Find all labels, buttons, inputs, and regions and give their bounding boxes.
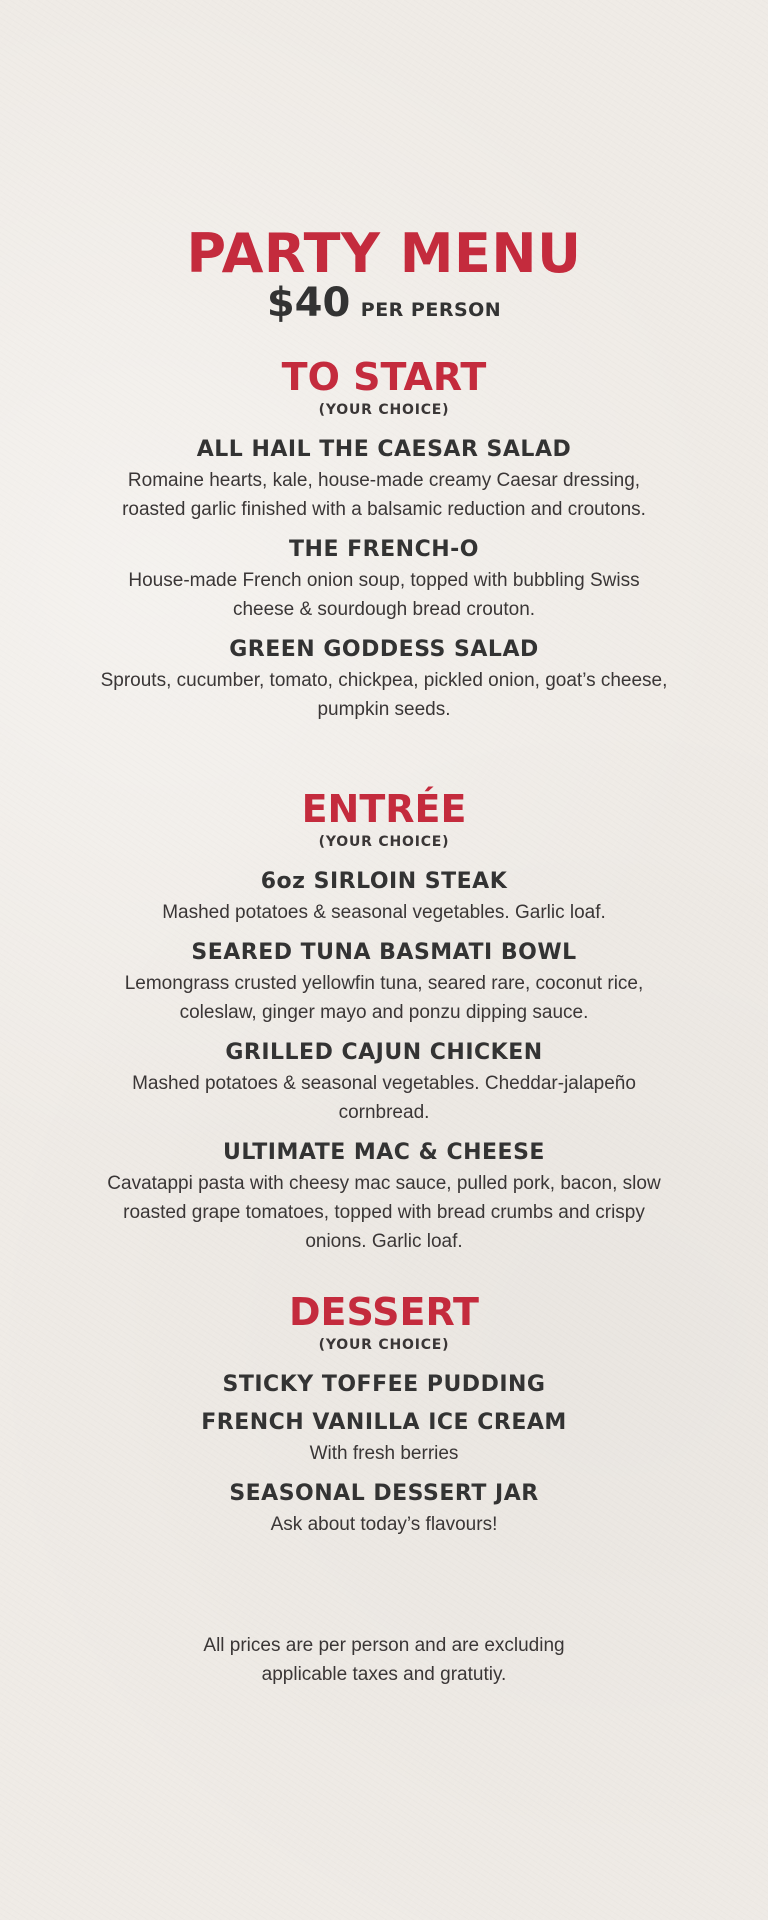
menu-item [99,1037,669,1127]
item-description: With fresh berries [309,1443,459,1464]
menu-item [99,634,669,724]
item-description: Mashed potatoes & seasonal vegetables. Cheddar-jalapeño cornbread. [132,1073,636,1123]
item-description: House-made French onion soup, topped with bubbling Swiss cheese & sourdough bread crouton. [128,570,640,620]
section-subheading: (YOUR CHOICE) [318,834,450,850]
item-name: SEASONAL DESSERT JAR [229,1481,539,1506]
section-heading: DESSERT [289,1290,479,1334]
menu-item [99,1407,669,1468]
item-name: THE FRENCH-O [289,537,479,562]
item-description: Lemongrass crusted yellowfin tuna, seared rare, coconut rice, coleslaw, ginger mayo and ponzu dipping sauce. [124,973,644,1023]
price-line [0,278,768,337]
item-description: Mashed potatoes & seasonal vegetables. Garlic loaf. [162,902,606,923]
price-unit: PER PERSON [360,299,502,321]
item-description: Sprouts, cucumber, tomato, chickpea, pickled onion, goat’s cheese, pumpkin seeds. [100,670,668,720]
price-amount: $40 [266,280,351,326]
item-name: ALL HAIL THE CAESAR SALAD [196,437,572,462]
section-entree [0,786,768,1266]
item-name: GRILLED CAJUN CHICKEN [225,1040,543,1065]
menu-item [99,866,669,927]
menu-item [99,434,669,524]
item-description: Romaine hearts, kale, house-made creamy Caesar dressing, roasted garlic finished with a balsamic reduction and croutons. [122,470,646,520]
menu-item [99,937,669,1027]
menu-item [99,1478,669,1539]
item-description: Cavatappi pasta with cheesy mac sauce, pulled pork, bacon, slow roasted grape tomatoes, topped with bread crumbs and crispy onions. Garlic loaf. [107,1173,661,1252]
item-name: GREEN GODDESS SALAD [229,637,539,662]
item-name: ULTIMATE MAC & CHEESE [223,1140,545,1165]
item-name: FRENCH VANILLA ICE CREAM [201,1410,567,1435]
footer-note: All prices are per person and are excluding applicable taxes and gratutiy. [203,1635,565,1685]
item-name: 6oz SIRLOIN STEAK [260,869,508,894]
item-name: SEARED TUNA BASMATI BOWL [191,940,577,965]
section-subheading: (YOUR CHOICE) [318,1337,450,1353]
section-subheading: (YOUR CHOICE) [318,402,450,418]
menu-title: PARTY MENU [186,222,582,285]
section-heading: ENTRÉE [301,787,467,831]
menu-item [99,534,669,624]
section-dessert [0,1289,768,1549]
menu-item [99,1369,669,1401]
item-description: Ask about today’s flavours! [270,1514,498,1535]
section-to-start [0,354,768,734]
menu-item [99,1137,669,1256]
item-name: STICKY TOFFEE PUDDING [222,1372,546,1397]
section-heading: TO START [281,355,487,399]
